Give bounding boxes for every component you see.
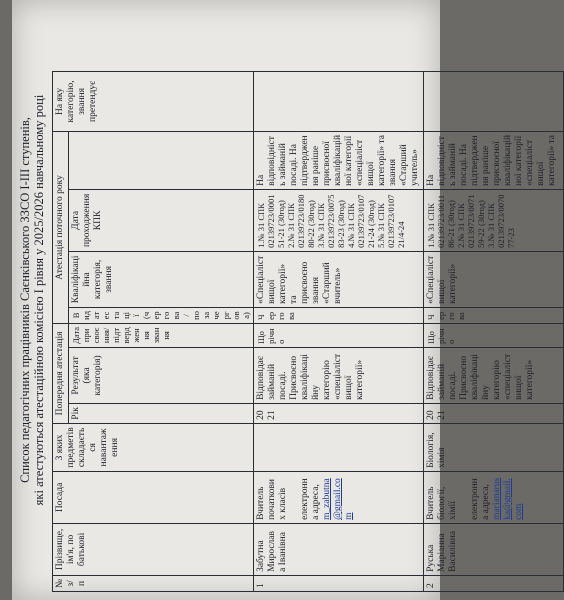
header-prev-attestation: Попередня атестація: [53, 323, 69, 423]
header-title-assigned: Дата присвоєння/підтвердження звання: [69, 323, 254, 347]
row-extra: [424, 71, 564, 131]
row-qualification: «Спеціаліст вищої категорії»: [424, 251, 564, 307]
document-title: [18, 10, 46, 590]
row-extra: [254, 71, 424, 131]
row-qualification: «Спеціаліст вищої категорії» та присвоєно звання «Старший вчитель»: [254, 251, 424, 307]
row-name: Забутна Мирослава Іванівна: [254, 523, 424, 575]
row-planned: Чергова: [254, 307, 424, 323]
header-pk-date: Дата проходження КПК: [69, 189, 254, 251]
row-planned: Чергова: [424, 307, 564, 323]
row-num: 1: [254, 575, 424, 591]
rotated-page: [12, 0, 557, 600]
header-subject: З яких предметів складається навантаження: [53, 423, 254, 471]
row-pk-date: 1.№ 31 СПК 02139723/000151-21 (30год) 2.№ 31 СПК 02139723/018080-22 (30год) 3.№ 31 СПК 02139723/007583-23 (30год) 4.№ 31 СПК 02139723/010721-24 (30год) 5.№ 31 СПК 02139723/010721/4-24: [254, 189, 424, 251]
row-on-category: На відповідність займаній посаді. На підтвердження раніше присвоєної кваліфікаційної категорії «спеціаліст вищої категорії» та звання «Старший учитель»: [254, 131, 424, 189]
header-current-attestation: Атестація поточного року: [53, 131, 69, 323]
title-line-1: Список педагогічних працівників Саєнківського ЗЗСО І-ІІІ ступенів,: [18, 117, 32, 483]
email-link[interactable]: m_zabutna@gmail.com: [322, 478, 354, 520]
email-label: електронна адреса,: [300, 478, 321, 520]
position-text: Вчитель біології, хімії: [426, 486, 458, 520]
header-qualification: Кваліфікаційна категорія, звання: [69, 251, 254, 307]
row-year: 2021: [254, 403, 424, 423]
header-result: Результат (яка категорія): [69, 347, 254, 403]
row-result: Відповідає займаній посаді. Присвоєно кваліфікаційну категорію «спеціаліст вищої категорії»: [254, 347, 424, 403]
row-position: [424, 471, 564, 523]
paper-sheet: [12, 0, 557, 600]
title-line-2: які атестуються атестаційною комісією І рівня у 2025/2026 навчальному році: [32, 94, 46, 506]
header-num: № з/п: [53, 575, 254, 591]
header-position: Посада: [53, 471, 254, 523]
header-planned: Вид атестації (чергова/позачергова): [69, 307, 254, 323]
position-text: Вчитель початкових класів: [256, 478, 288, 520]
header-on-category: На яку категорію, звання претендує: [53, 71, 254, 131]
row-result: Відповідає займаній посаді. Присвоєно кваліфікаційну категорію «спеціаліст вищої категорії»: [424, 347, 564, 403]
row-on-category: На відповідність займаній посаді. На підтвердження раніше присвоєної кваліфікаційної категорії «спеціаліст вищої категорії» та: [424, 131, 564, 189]
row-subject: [254, 423, 424, 471]
header-year: Рік: [69, 403, 254, 423]
table-row: [424, 71, 564, 591]
row-num: 2: [424, 575, 564, 591]
row-title-assigned: Щорічно: [254, 323, 424, 347]
header-name: Прізвище, ім'я, по батькові: [53, 523, 254, 575]
row-year: 2021: [424, 403, 564, 423]
email-link[interactable]: marianaruska@gmail.com: [492, 477, 524, 520]
row-subject: Біологія, хімія: [424, 423, 564, 471]
row-name: Руська Маріанна Василівна: [424, 523, 564, 575]
row-pk-date: 1.№ 31 СПК 02139723/001186-21 (30год) 2.№ 31 СПК 02139723/007159-22 (30год) 3.№ 31 СПК 02139723/007077-23: [424, 189, 564, 251]
attestation-table: [52, 71, 564, 592]
row-title-assigned: Щорічно: [424, 323, 564, 347]
email-label: електронна адреса,: [470, 478, 491, 520]
table-row: [254, 71, 424, 591]
row-position: [254, 471, 424, 523]
